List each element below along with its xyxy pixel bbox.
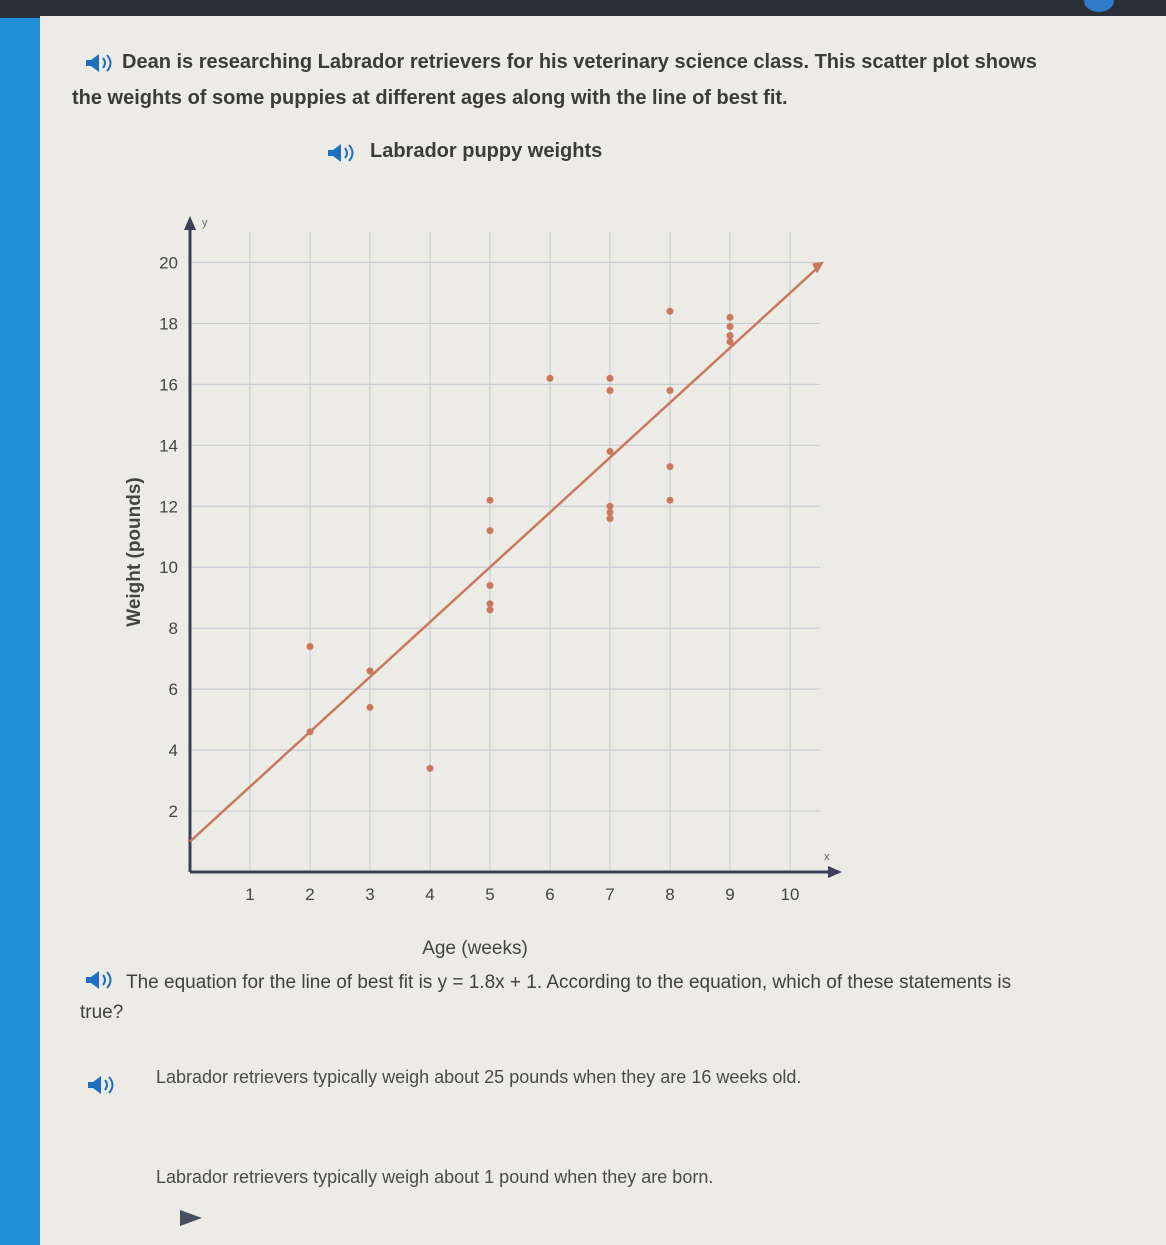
x-tick-label: 4 [425,885,435,904]
data-point [667,387,674,394]
y-tick-label: 16 [159,375,178,395]
y-axis-arrow [184,216,196,230]
y-tick-label: 20 [159,253,178,273]
x-tick-label: 9 [725,885,735,904]
y-tick-label: 4 [168,741,178,761]
data-point [307,728,314,735]
x-tick-label: 3 [365,885,375,904]
data-point [487,606,494,613]
y-tick-label: 18 [159,314,178,334]
mouse-cursor-icon [180,1210,202,1226]
data-point [667,463,674,470]
data-point [487,527,494,534]
x-tick-label: 1 [245,885,255,904]
scatter-chart [120,212,880,972]
best-fit-line [190,266,820,842]
y-tick-label: 14 [159,436,178,456]
data-point [607,387,614,394]
x-tick-label: 2 [305,885,315,904]
y-tick-label: 12 [159,497,178,517]
chart-title: Labrador puppy weights [370,140,603,162]
x-tick-label: 5 [485,885,495,904]
data-point [307,643,314,650]
x-tick-label: 6 [545,885,555,904]
intro-paragraph [72,44,1052,116]
audio-speaker-icon[interactable] [86,1074,116,1096]
question-page [40,16,1166,1245]
data-point [487,582,494,589]
y-tick-label: 6 [168,680,178,700]
data-point [607,515,614,522]
x-tick-label: 10 [780,885,800,904]
question-text: The equation for the line of best fit is y = 1.8x + 1. According to the equation, which of these statements is true? [80,972,1012,1023]
data-point [727,332,734,339]
intro-text: Dean is researching Labrador retrievers for his veterinary science class. This scatter plot shows the weights of some puppies at different ages along with the line of best fit. [72,51,1037,109]
data-point [727,323,734,330]
scatter-plot-svg [120,212,880,972]
data-point [607,448,614,455]
y-axis-letter: y [202,217,208,229]
data-point [367,704,374,711]
answer-option-text: Labrador retrievers typically weigh about 25 pounds when they are 16 weeks old. [156,1067,802,1087]
y-tick-label: 2 [168,802,178,822]
x-axis-letter: x [824,851,830,863]
y-tick-label: 10 [159,558,178,578]
x-tick-label: 8 [665,885,675,904]
x-tick-label: 7 [605,885,615,904]
answer-option-2[interactable] [156,1166,976,1188]
x-axis-label: Age (weeks) [422,938,528,959]
data-point [607,509,614,516]
data-point [727,338,734,345]
data-point [487,600,494,607]
menu-icon[interactable] [1084,0,1114,12]
data-point [667,497,674,504]
y-axis-label: Weight (pounds) [124,477,145,627]
data-point [607,503,614,510]
y-tick-label: 8 [168,619,178,639]
answer-option-text: Labrador retrievers typically weigh about 1 pound when they are born. [156,1167,714,1187]
data-point [427,765,434,772]
data-point [727,314,734,321]
answer-option-1[interactable] [156,1066,976,1088]
x-axis-arrow [828,866,842,878]
data-point [487,497,494,504]
data-point [547,375,554,382]
data-point [367,667,374,674]
audio-speaker-icon[interactable] [326,142,356,164]
data-point [607,375,614,382]
question-prompt [80,968,1040,1028]
data-point [667,308,674,315]
